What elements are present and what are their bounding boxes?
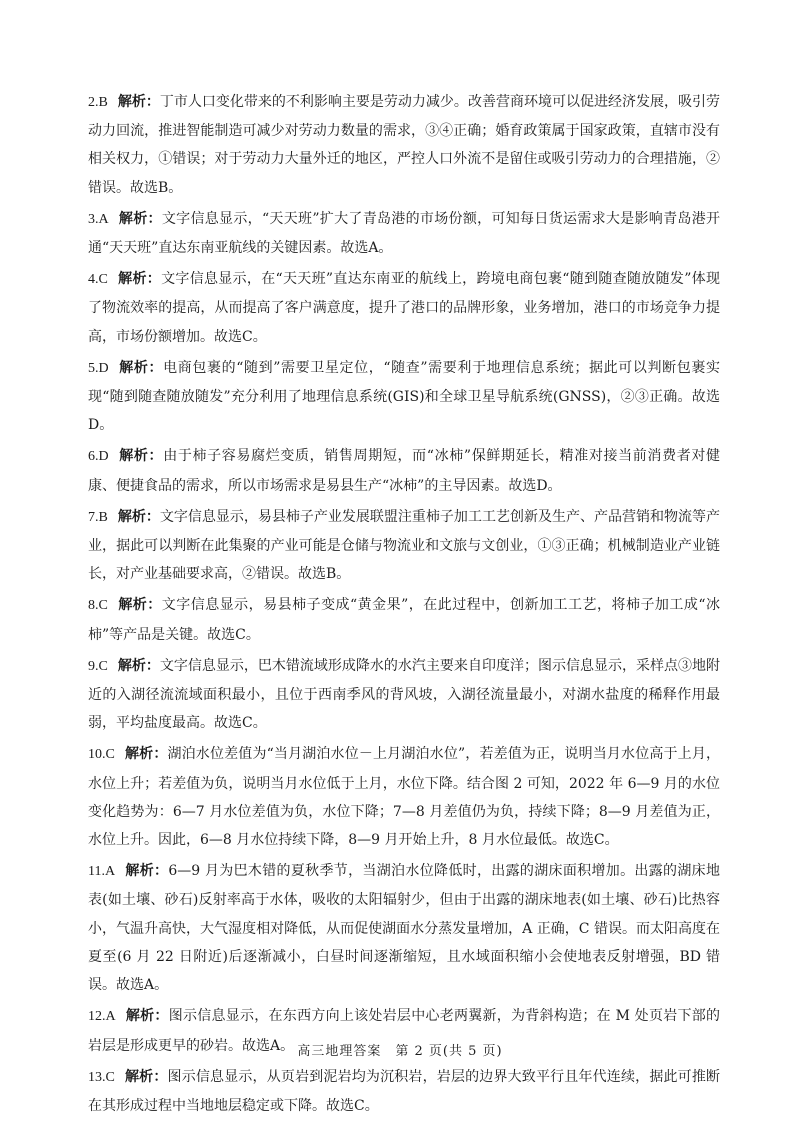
answer-item-9 [88, 652, 720, 738]
answer-choice: A [98, 211, 109, 227]
analysis-text: 文字信息显示，巴木错流域形成降水的水汽主要来自印度洋；图示信息显示，采样点③地附近的入湖径流流域面积最小，且位于西南季风的背风坡，入湖径流量最小，对湖水盐度的稀释作用最弱，平均盐度最高。故选C。 [88, 657, 720, 732]
answer-item-8 [88, 591, 720, 648]
analysis-text: 图示信息显示，在东西方向上该处岩层中心老两翼新，为背斜构造；在 M 处页岩下部的岩层是形成更早的砂岩。故选A。 [88, 1008, 721, 1054]
answer-list [88, 88, 720, 1123]
answer-choice: A [105, 1009, 116, 1025]
analysis-label: 解析： [118, 448, 164, 465]
page-footer: 高三地理答案 第 2 页(共 5 页) [297, 1044, 503, 1059]
answer-choice: D [98, 449, 109, 465]
analysis-label: 解析： [117, 271, 162, 288]
question-number: 8. [88, 598, 99, 614]
analysis-text: 文字信息显示，在“天天班”直达东南亚的航线上，跨境电商包裹“随到随查随放随发”体现了物流效率的提高，从而提高了客户满意度，提升了港口的品牌形象，业务增加，港口的市场竞争力提高，市场份额增加。故选C。 [88, 271, 720, 345]
answer-choice: D [98, 360, 109, 376]
answer-choice: A [104, 864, 116, 880]
analysis-label: 解析： [124, 1068, 168, 1085]
analysis-label: 解析： [118, 210, 162, 227]
answer-item-4 [88, 265, 720, 351]
analysis-text: 文字信息显示，易县柿子变成“黄金果”，在此过程中，创新加工工艺，将柿子加工成“冰柿”等产品是关键。故选C。 [88, 597, 720, 643]
answer-item-11 [88, 857, 720, 999]
answer-choice: C [98, 272, 108, 288]
answer-choice: C [105, 747, 115, 763]
question-number: 9. [88, 658, 99, 674]
analysis-label: 解析： [117, 657, 160, 674]
answer-item-10 [88, 740, 720, 854]
analysis-label: 解析： [124, 746, 168, 763]
analysis-text: 由于柿子容易腐烂变质，销售周期短，而“冰柿”保鲜期延长，精准对接当前消费者对健康、便捷食品的需求，所以市场需求是易县生产“冰柿”的主导因素。故选D。 [88, 448, 721, 494]
analysis-text: 湖泊水位差值为“当月湖泊水位－上月湖泊水位”，若差值为正，说明当月水位高于上月，水位上升；若差值为负，说明当月水位低于上月，水位下降。结合图 2 可知，2022 年 6—9 月的水位变化趋势为：6—7 月水位差值为负，水位下降；7—8 月差值仍为负，持续下降；8—9 月差值为正，水位上升。因此，6—8 月水位持续下降，8—9 月开始上升，8 月水位最低。故选C。 [88, 746, 721, 849]
answer-choice: C [105, 1069, 115, 1085]
question-number: 12. [88, 1009, 106, 1025]
answer-item-13 [88, 1063, 720, 1120]
question-number: 11. [88, 864, 105, 880]
analysis-label: 解析： [125, 1008, 169, 1025]
analysis-label: 解析： [118, 359, 164, 376]
answer-choice: C [98, 658, 108, 674]
answer-item-6 [88, 442, 720, 499]
question-number: 2. [88, 95, 99, 110]
analysis-text: 6—9 月为巴木错的夏秋季节，当湖泊水位降低时，出露的湖床面积增加。出露的湖床地表(如土壤、砂石)反射率高于水体，吸收的太阳辐射少，但由于出露的湖床地表(如土壤、砂石)比热容小，气温升高快，大气湿度相对降低，从而促使湖面水分蒸发量增加，A 正确，C 错误。而太阳高度在夏至(6 月 22 日附近)后逐渐减小，白昼时间逐渐缩短，且水域面积缩小会使地表反射增强，BD 错误。故选A。 [88, 863, 720, 994]
answer-choice: B [98, 509, 108, 525]
question-number: 10. [88, 747, 106, 763]
question-number: 6. [88, 449, 99, 465]
question-number: 4. [88, 272, 99, 288]
answer-item-7 [88, 503, 720, 589]
analysis-label: 解析： [117, 94, 160, 110]
analysis-text: 丁市人口变化带来的不利影响主要是劳动力减少。改善营商环境可以促进经济发展，吸引劳动力回流，推进智能制造可减少对劳动力数量的需求，③④正确；婚育政策属于国家政策，直辖市没有相关权力，①错误；对于劳动力大量外迁的地区，严控人口外流不是留住或吸引劳动力的合理措施，②错误。故选B。 [88, 94, 720, 196]
analysis-label: 解析： [117, 508, 160, 525]
question-number: 13. [88, 1069, 106, 1085]
answer-item-3 [88, 205, 720, 262]
analysis-label: 解析： [117, 597, 162, 614]
analysis-label: 解析： [125, 863, 169, 880]
answer-item-5 [88, 354, 720, 440]
analysis-text: 文字信息显示，“天天班”扩大了青岛港的市场份额，可知每日货运需求大是影响青岛港开通“天天班”直达东南亚航线的关键因素。故选A。 [88, 210, 721, 257]
analysis-text: 图示信息显示，从页岩到泥岩均为沉积岩，岩层的边界大致平行且年代连续，据此可推断在其形成过程中当地地层稳定或下降。故选C。 [88, 1068, 721, 1114]
answer-choice: B [98, 95, 108, 110]
question-number: 5. [88, 360, 99, 376]
analysis-text: 电商包裹的“随到”需要卫星定位，“随查”需要利于地理信息系统；据此可以判断包裹实现“随到随查随放随发”充分利用了地理信息系统(GIS)和全球卫星导航系统(GNSS)，②③正确。故选D。 [88, 359, 720, 434]
question-number: 7. [88, 509, 99, 525]
question-number: 3. [88, 211, 99, 227]
analysis-text: 文字信息显示，易县柿子产业发展联盟注重柿子加工工艺创新及生产、产品营销和物流等产业，据此可以判断在此集聚的产业可能是仓储与物流业和文旅与文创业，①③正确；机械制造业产业链长，对产业基础要求高，②错误。故选B。 [88, 508, 720, 583]
answer-item-2 [88, 88, 720, 202]
answer-choice: C [98, 598, 108, 614]
